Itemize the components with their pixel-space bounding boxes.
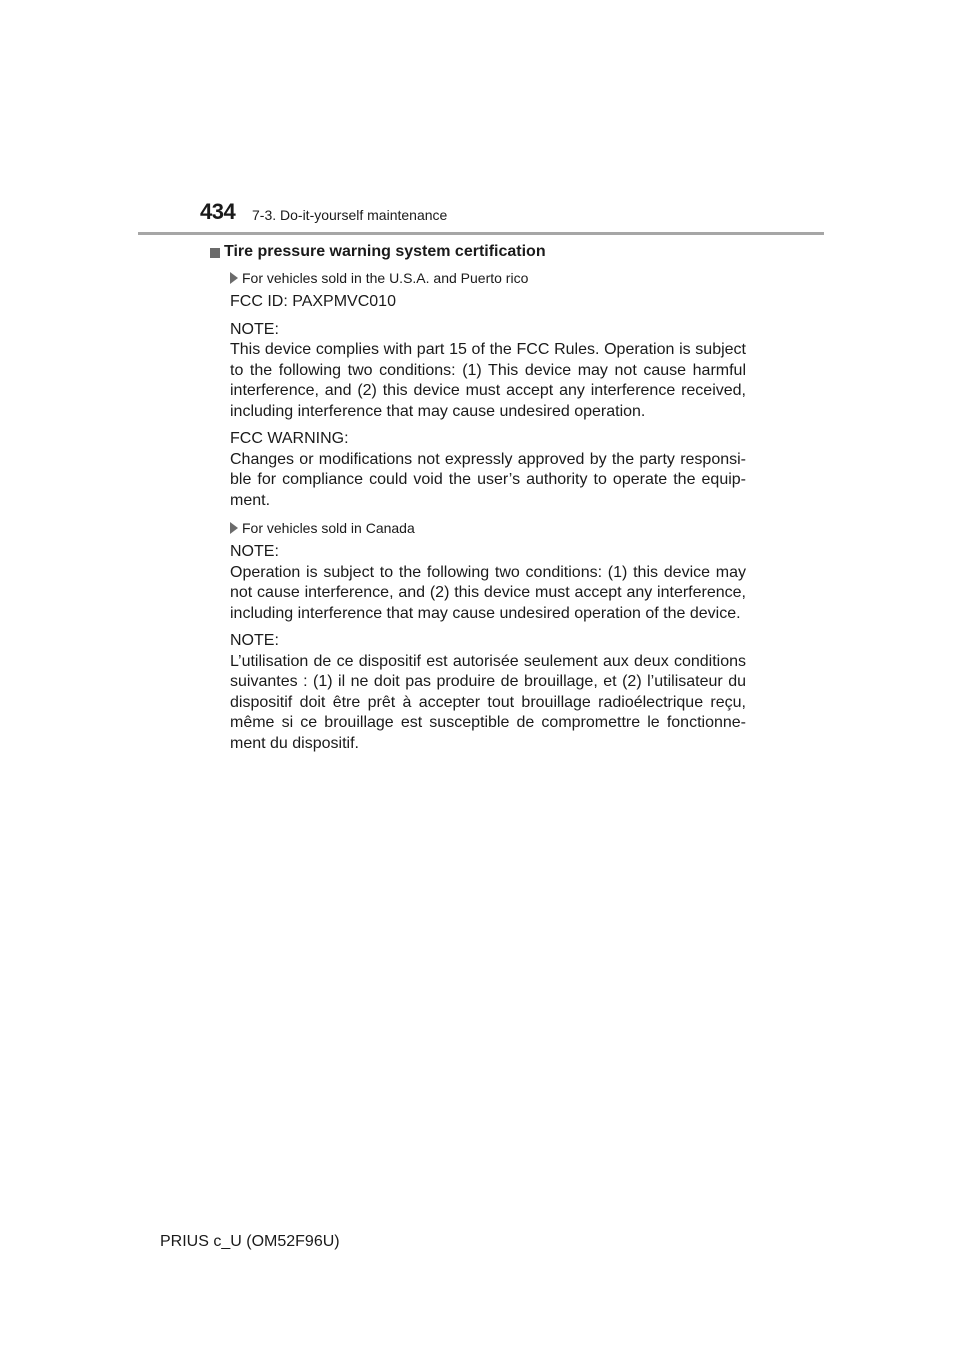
section-heading xyxy=(210,241,746,263)
usa-note xyxy=(230,320,746,423)
canada-note-fr xyxy=(230,631,746,754)
page-number: 434 xyxy=(200,199,236,224)
canada-note-en-text: Operation is subject to the following two conditions: (1) this device may not cause interference, and (2) this device must accept any interference, including interference that may cause undesired operation of the device. xyxy=(230,563,746,622)
usa-bullet xyxy=(230,268,746,288)
fcc-id: FCC ID: PAXPMVC010 xyxy=(230,293,396,310)
canada-block xyxy=(210,518,746,754)
canada-note-fr-text: L’utilisation de ce dispositif est autorisée seulement aux deux conditions suivantes : (1) il ne doit pas produire de brouillage, et (2) l’utilisateur du dispositif doit être prêt à accepter tout brouillage radioélectrique reçu, même si ce brouillage est susceptible de compromettre le fonctionne-ment du dispositif. xyxy=(230,652,746,752)
triangle-bullet-icon xyxy=(230,522,238,534)
triangle-bullet-icon xyxy=(230,272,238,284)
canada-note-en-label: NOTE: xyxy=(230,543,279,560)
usa-bullet-text: For vehicles sold in the U.S.A. and Puerto rico xyxy=(242,270,529,286)
section-title: 7-3. Do-it-yourself maintenance xyxy=(252,207,448,223)
canada-bullet xyxy=(230,518,746,538)
canada-note-fr-label: NOTE: xyxy=(230,632,279,649)
usa-note-label: NOTE: xyxy=(230,320,279,338)
fcc-warning xyxy=(230,429,746,511)
fcc-warning-text: Changes or modifications not expressly approved by the party responsi-ble for compliance could void the user’s authority to operate the equip-ment. xyxy=(230,450,746,509)
square-bullet-icon xyxy=(210,248,220,258)
main-content xyxy=(210,241,746,761)
fcc-warning-label: FCC WARNING: xyxy=(230,430,349,447)
canada-note-en xyxy=(230,542,746,624)
usa-block xyxy=(210,268,746,511)
heading-text: Tire pressure warning system certification xyxy=(224,243,546,260)
usa-note-text: This device complies with part 15 of the FCC Rules. Operation is subject to the following two conditions: (1) This device may not cause harmful interference, and (2) this device must accept any interference received, including interference that may cause undesired operation. xyxy=(230,341,746,420)
canada-bullet-text: For vehicles sold in Canada xyxy=(242,520,415,536)
header-rule xyxy=(138,232,824,235)
footer-model: PRIUS c_U (OM52F96U) xyxy=(160,1233,340,1250)
